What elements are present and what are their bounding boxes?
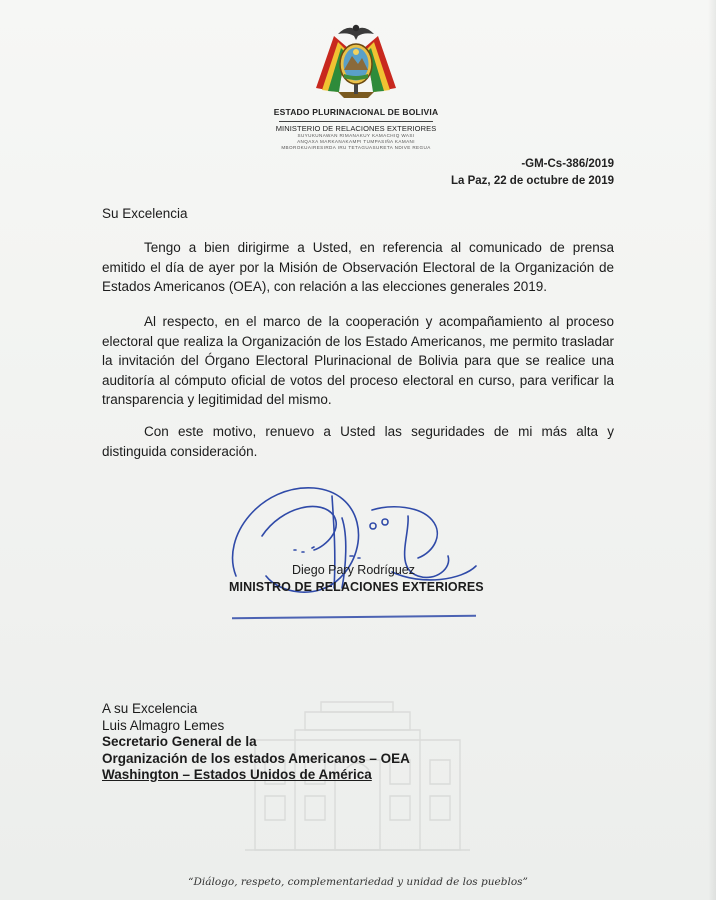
page-edge-shadow	[708, 0, 716, 900]
native-line: MBOROKUAIRESIRDA IRU TETAGUASURETA NDIVE REGUA	[281, 145, 431, 150]
addressee-title: Secretario General de la	[102, 734, 257, 749]
addressee-name: Luis Almagro Lemes	[102, 718, 225, 733]
native-line: ANQAXA MARKANAKAMPI TUMPASIÑA KAMANI	[297, 139, 415, 144]
body-paragraph: Al respecto, en el marco de la cooperación y acompañamiento al proceso electoral que realiza la Organización de los Estado Americanos, me permito trasladar la invitación del Órgano Electoral Plurinacional de Bolivia para que se realice una auditoría al cómputo oficial de votos del proceso electoral en curso, para verificar la transparencia y legitimidad del mismo.	[102, 314, 614, 407]
addressee-location: Washington – Estados Unidos de América	[102, 767, 372, 782]
native-language-names	[230, 133, 482, 151]
signer-title: MINISTRO DE RELACIONES EXTERIORES	[229, 580, 484, 594]
coat-of-arms-icon	[308, 18, 404, 102]
ministry-name: MINISTERIO DE RELACIONES EXTERIORES	[275, 124, 437, 133]
footer-motto: “Diálogo, respeto, complementariedad y unidad de los pueblos”	[188, 876, 528, 888]
addressee-organization: Organización de los estados Americanos – OEA	[102, 751, 410, 766]
handwritten-signature	[222, 476, 482, 626]
letter-date: La Paz, 22 de octubre de 2019	[451, 175, 614, 187]
body-paragraph: Con este motivo, renuevo a Usted las seguridades de mi más alta y distinguida consideración.	[102, 424, 614, 459]
state-name: ESTADO PLURINACIONAL DE BOLIVIA	[273, 107, 439, 117]
signer-name: Diego Pary Rodríguez	[292, 563, 415, 577]
reference-number: -GM-Cs-386/2019	[521, 158, 614, 170]
header-divider	[279, 121, 433, 122]
salutation: Su Excelencia	[102, 206, 188, 221]
native-line: SUYUKUNAWAN RIMANAKUY KAMACHIQ WASI	[297, 133, 415, 138]
addressee-line: A su Excelencia	[102, 701, 198, 716]
body-paragraph: Tengo a bien dirigirme a Usted, en referencia al comunicado de prensa emitido el día de ayer por la Misión de Observación Electoral de la Organización de Estados Americanos (OEA), con relación a las elecciones generales 2019.	[102, 240, 614, 294]
